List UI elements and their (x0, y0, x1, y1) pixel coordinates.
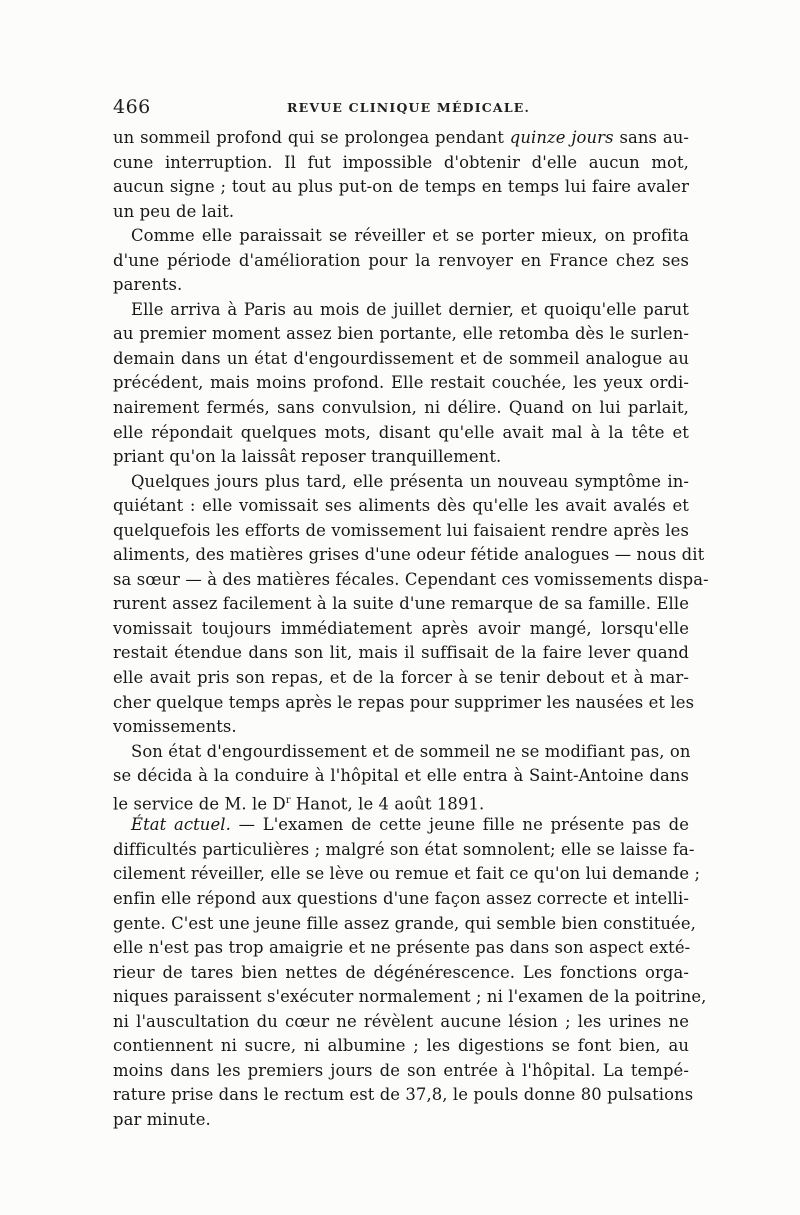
text-segment: cune interruption. Il fut impossible d'obtenir d'elle aucun mot, (113, 152, 689, 172)
text-line (113, 470, 689, 495)
text-line (113, 1083, 694, 1108)
text-segment: Son état d'engourdissement et de sommeil ne se modifiant pas, on (131, 741, 691, 761)
text-segment: niques paraissent s'exécuter normalement ; ni l'examen de la poitrine, (113, 987, 707, 1007)
text-segment: aliments, des matières grises d'une odeur fétide analogues — nous dit (113, 545, 705, 565)
text-line (113, 543, 705, 568)
text-segment: moins dans les premiers jours de son entrée à l'hôpital. La tempé- (113, 1060, 689, 1080)
page-header (113, 96, 693, 120)
text-segment: elle répondait quelques mots, disant qu'elle avait mal à la tête et (113, 422, 689, 442)
text-segment: le service de M. le D (113, 794, 286, 814)
text-line (113, 813, 689, 838)
text-line (113, 175, 689, 200)
text-segment: Comme elle paraissait se réveiller et se porter mieux, on profita (131, 226, 689, 246)
text-segment: vomissements. (113, 717, 237, 737)
text-line (113, 568, 709, 593)
text-segment: restait étendue dans son lit, mais il suffisait de la faire lever quand (113, 643, 689, 663)
text-line (113, 273, 689, 298)
text-line (113, 1059, 689, 1084)
text-segment: demain dans un état d'engourdissement et de sommeil analogue au (113, 348, 689, 368)
text-segment: elle avait pris son repas, et de la forcer à se tenir debout et à mar- (113, 668, 689, 688)
text-line (113, 298, 689, 323)
text-segment: par minute. (113, 1109, 211, 1129)
text-line (113, 421, 689, 446)
page-number: 466 (113, 96, 151, 118)
text-line (113, 519, 689, 544)
text-line (113, 691, 695, 716)
text-line (113, 838, 695, 863)
text-line (113, 445, 689, 470)
text-segment: cilement réveiller, elle se lève ou remue et fait ce qu'on lui demande ; (113, 864, 701, 884)
text-segment: quiétant : elle vomissait ses aliments dès qu'elle les avait avalés et (113, 496, 689, 516)
text-line (113, 494, 689, 519)
text-segment: aucun signe ; tout au plus put-on de temps en temps lui faire avaler (113, 177, 689, 197)
text-line (113, 1108, 689, 1133)
text-line (113, 151, 689, 176)
text-line (113, 740, 689, 765)
text-line (113, 961, 689, 986)
italic-text-segment: quinze jours (509, 128, 614, 147)
text-segment: contiennent ni sucre, ni albumine ; les digestions se font bien, au (113, 1036, 689, 1056)
text-line (113, 200, 689, 225)
text-line (113, 789, 689, 814)
text-line (113, 322, 689, 347)
text-line (113, 347, 689, 372)
text-segment: un peu de lait. (113, 201, 235, 221)
text-line (113, 224, 689, 249)
text-segment: Quelques jours plus tard, elle présenta un nouveau symptôme in- (131, 471, 689, 491)
text-line (113, 126, 689, 151)
text-segment: précédent, mais moins profond. Elle restait couchée, les yeux ordi- (113, 373, 689, 393)
text-segment: au premier moment assez bien portante, elle retomba dès le surlen- (113, 324, 689, 344)
italic-text-segment: État actuel. (131, 815, 231, 835)
text-line (113, 887, 689, 912)
body-text (113, 126, 709, 1132)
text-segment: rature prise dans le rectum est de 37,8, le pouls donne 80 pulsations (113, 1085, 694, 1105)
text-segment: priant qu'on la laissât reposer tranquillement. (113, 447, 502, 467)
text-segment: Hanot, le 4 août 1891. (290, 794, 485, 814)
text-line (113, 249, 689, 274)
text-segment: un sommeil profond qui se prolongea pendant (113, 128, 510, 147)
text-segment: elle n'est pas trop amaigrie et ne présente pas dans son aspect exté- (113, 938, 691, 958)
text-segment: gente. C'est une jeune fille assez grande, qui semble bien constituée, (113, 913, 696, 933)
text-line (113, 764, 689, 789)
text-segment: se décida à la conduire à l'hôpital et elle entra à Saint-Antoine dans (113, 766, 689, 786)
text-segment: — L'examen de cette jeune fille ne présente pas de (230, 815, 689, 835)
text-segment: cher quelque temps après le repas pour supprimer les nausées et les (113, 692, 695, 712)
text-line (113, 592, 689, 617)
text-segment: ni l'auscultation du cœur ne révèlent aucune lésion ; les urines ne (113, 1011, 689, 1031)
superscript-text: r (285, 794, 291, 806)
text-line (113, 617, 689, 642)
text-line (113, 912, 696, 937)
text-line (113, 715, 689, 740)
text-segment: rieur de tares bien nettes de dégénérescence. Les fonctions orga- (113, 962, 689, 982)
text-segment: enfin elle répond aux questions d'une façon assez correcte et intelli- (113, 888, 689, 908)
text-line (113, 666, 689, 691)
text-line (113, 985, 707, 1010)
text-segment: rurent assez facilement à la suite d'une remarque de sa famille. Elle (113, 594, 689, 614)
text-line (113, 396, 689, 421)
text-line (113, 371, 689, 396)
text-line (113, 1034, 689, 1059)
text-line (113, 862, 701, 887)
text-line (113, 641, 689, 666)
running-title: REVUE CLINIQUE MÉDICALE. (287, 100, 531, 115)
text-line (113, 936, 689, 961)
text-segment: difficultés particulières ; malgré son état somnolent; elle se laisse fa- (113, 839, 695, 859)
text-segment: sans au- (613, 128, 690, 147)
text-segment: parents. (113, 275, 183, 295)
text-line (113, 1010, 689, 1035)
text-segment: nairement fermés, sans convulsion, ni délire. Quand on lui parlait, (113, 398, 689, 418)
text-segment: quelquefois les efforts de vomissement lui faisaient rendre après les (113, 520, 689, 540)
text-segment: vomissait toujours immédiatement après avoir mangé, lorsqu'elle (113, 618, 689, 638)
text-segment: Elle arriva à Paris au mois de juillet dernier, et quoiqu'elle parut (131, 299, 689, 319)
text-segment: sa sœur — à des matières fécales. Cependant ces vomissements dispa- (113, 569, 709, 589)
text-segment: d'une période d'amélioration pour la renvoyer en France chez ses (113, 250, 689, 270)
